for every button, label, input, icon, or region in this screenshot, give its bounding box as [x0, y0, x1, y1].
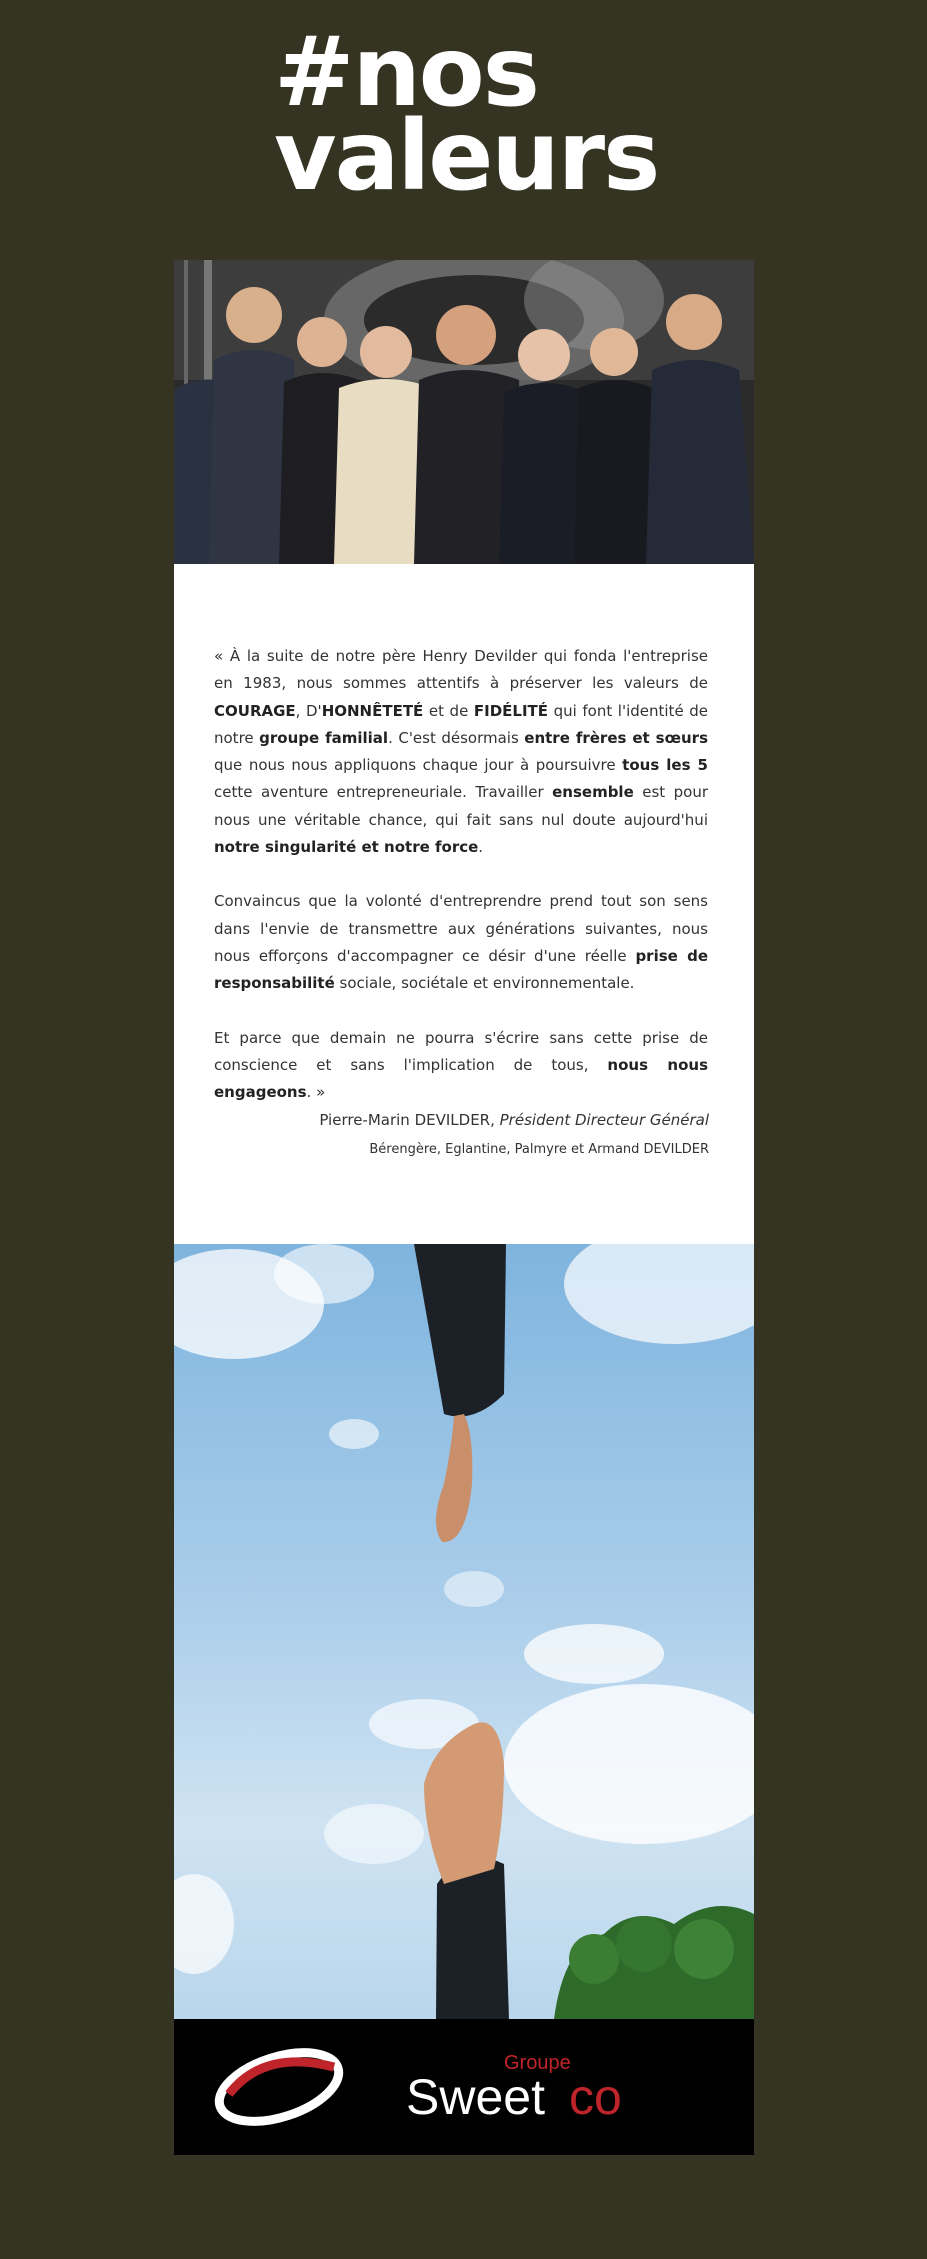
logo-groupe-text: Groupe: [504, 2052, 571, 2074]
signature-siblings: Bérengère, Eglantine, Palmyre et Armand DEVILDER: [369, 1142, 709, 1157]
reaching-hands-sky-photo: [174, 1244, 754, 2019]
quote-paragraph-1: [214, 643, 708, 861]
quote-text-span: et de: [423, 701, 474, 720]
signature-author: [319, 1108, 709, 1132]
swoosh-icon: [211, 2039, 347, 2134]
family-group-photo: [174, 260, 754, 564]
sweetco-logo: [174, 2019, 754, 2155]
quote-bold-span: notre singularité et notre force: [214, 838, 479, 857]
signature: [319, 1108, 709, 1162]
quote-bold-span: HONNÊTETÉ: [321, 701, 424, 720]
quote-bold-span: prise de responsabilité: [214, 946, 708, 993]
logo-co-text: co: [569, 2069, 622, 2125]
quote-text-span: qui font l'identité de notre: [214, 701, 708, 747]
quote-text-span: . »: [306, 1083, 326, 1102]
quote-bold-span: ensemble: [552, 783, 634, 802]
quote-bold-span: nous nous engageons: [214, 1055, 708, 1102]
sky-photo-illustration: [174, 1244, 754, 2019]
quote-text: [214, 643, 708, 1133]
quote-text-span: Convaincus que la volonté d'entreprendre prend tout son sens dans l'envie de transmettre aux générations suivantes, nous nous efforçons d'accompagner ce désir d'une réelle: [214, 892, 708, 965]
family-photo-illustration: [174, 260, 754, 564]
signature-name: Pierre-Marin DEVILDER,: [319, 1111, 500, 1129]
signature-role: Président Directeur Général: [499, 1111, 709, 1129]
logo-sweet-text: Sweet: [406, 2069, 545, 2125]
quote-bold-span: COURAGE: [214, 701, 296, 720]
quote-bold-span: groupe familial: [259, 728, 389, 747]
quote-card: [174, 564, 754, 1244]
quote-text-span: .: [478, 838, 484, 857]
quote-bold-span: entre frères et sœurs: [524, 728, 709, 747]
quote-paragraph-3: [214, 1025, 708, 1107]
quote-paragraph-2: [214, 888, 708, 997]
quote-text-span: est pour nous une véritable chance, qui fait sans nul doute aujourd'hui: [214, 783, 708, 829]
page-title: [274, 16, 659, 212]
quote-text-span: . C'est désormais: [388, 728, 525, 747]
quote-text-span: cette aventure entrepreneuriale. Travailler: [214, 783, 553, 802]
quote-text-span: que nous nous appliquons chaque jour à poursuivre: [214, 756, 623, 775]
quote-text-span: sociale, sociétale et environnementale.: [334, 974, 635, 993]
quote-text-span: Et parce que demain ne pourra s'écrire sans cette prise de conscience et sans l'implication de tous,: [214, 1028, 708, 1074]
title-line-1: #nos: [274, 16, 538, 128]
quote-text-span: , D': [295, 701, 322, 720]
quote-bold-span: FIDÉLITÉ: [473, 701, 549, 720]
title-line-2: valeurs: [274, 100, 659, 212]
quote-bold-span: tous les 5: [622, 756, 708, 775]
quote-text-span: « À la suite de notre père Henry Devilder qui fonda l'entreprise en 1983, nous sommes attentifs à préserver les valeurs de: [214, 647, 708, 693]
footer-logo-bar: [174, 2019, 754, 2155]
